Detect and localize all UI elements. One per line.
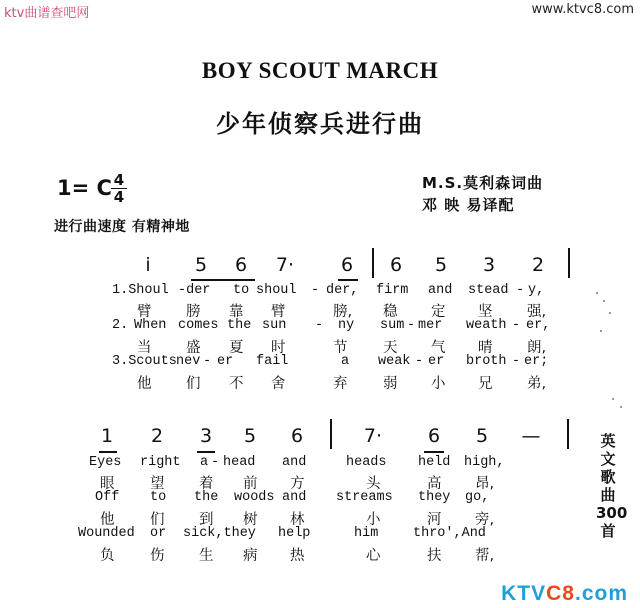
note: 6 [389, 254, 403, 276]
lyric-word: mer [418, 318, 443, 333]
bar-line [330, 419, 332, 449]
note: 5 [434, 254, 448, 276]
lyric-word: broth [466, 354, 507, 369]
note: 6 [290, 425, 304, 447]
lyric-hyphen: - [203, 354, 212, 369]
lyric-word: and [282, 455, 307, 470]
time-signature [108, 172, 130, 205]
lyric-word: sun [262, 318, 287, 333]
lyric-char: 晴 [478, 340, 493, 356]
lyric-hyphen: - [512, 354, 521, 369]
eighth-beam [191, 279, 255, 281]
lyric-word: a [341, 354, 350, 369]
watermark-logo-part-b: C8 [546, 582, 575, 605]
lyric-char: 臂 [137, 304, 152, 320]
lyric-char: 定 [431, 304, 446, 320]
lyric-char: 舍 [271, 376, 286, 392]
lyric-word: shoul [256, 283, 297, 298]
lyric-char: 小 [366, 512, 381, 528]
lyric-char: 伤 [150, 548, 165, 564]
lyric-word: streams [336, 490, 393, 505]
lyric-char: 弱 [383, 376, 398, 392]
note-dash: — [521, 425, 541, 447]
lyric-char: 小 [431, 376, 446, 392]
lyric-char: 望 [150, 476, 165, 492]
lyric-char: 头 [366, 476, 381, 492]
lyric-word: er [428, 354, 445, 369]
lyric-word: er, [526, 318, 551, 333]
lyric-char: 时 [271, 340, 286, 356]
lyric-hyphen: - [415, 354, 424, 369]
lyric-word: held [418, 455, 451, 470]
lyric-hyphen: - [211, 455, 220, 470]
lyric-char: 朗, [527, 340, 547, 356]
lyric-word: head [223, 455, 256, 470]
lyric-word: er; [524, 354, 549, 369]
lyric-char: 高 [427, 476, 442, 492]
lyric-word: they [418, 490, 451, 505]
lyric-char: 坚 [478, 304, 493, 320]
lyric-char: 负 [100, 548, 115, 564]
lyric-hyphen: - [512, 318, 521, 333]
lyric-char: 昂, [475, 476, 495, 492]
lyric-word: woods [234, 490, 275, 505]
scan-speck [596, 292, 598, 294]
note: 3 [199, 425, 213, 447]
lyric-word: comes [178, 318, 219, 333]
scan-speck [603, 300, 605, 302]
lyric-word: go, [465, 490, 490, 505]
lyric-word: 1.Shoul [112, 283, 169, 298]
lyric-char: 天 [383, 340, 398, 356]
lyric-char: 病 [243, 548, 258, 564]
lyric-char: 气 [431, 340, 446, 356]
lyric-word: stead [468, 283, 509, 298]
credit-translation: 邓 映 易译配 [422, 196, 515, 214]
lyric-word: ny [338, 318, 355, 333]
lyric-word: thro',And [413, 526, 486, 541]
lyric-word: sum [380, 318, 405, 333]
lyric-word: or [150, 526, 167, 541]
note: 7· [363, 425, 383, 447]
lyric-word: and [282, 490, 307, 505]
tempo-marking: 进行曲速度 有精神地 [54, 219, 190, 235]
note: 6 [234, 254, 248, 276]
lyric-word: When [134, 318, 167, 333]
lyric-word: weak [378, 354, 411, 369]
lyric-word: sick,they [183, 526, 256, 541]
scan-speck [600, 330, 602, 332]
lyric-char: 林 [290, 512, 305, 528]
lyric-char: 不 [229, 376, 244, 392]
lyric-word: help [278, 526, 311, 541]
lyric-char: 到 [199, 512, 214, 528]
lyric-word: -der [178, 283, 211, 298]
lyric-word: to [233, 283, 250, 298]
note: 5 [194, 254, 208, 276]
lyric-char: 扶 [427, 548, 442, 564]
eighth-beam [338, 279, 358, 281]
lyric-word: firm [376, 283, 409, 298]
watermark-logo-part-a: KTV [501, 582, 547, 605]
title-english: BOY SCOUT MARCH [201, 58, 439, 83]
side-book-label: 英文歌曲300首 [596, 432, 628, 540]
eighth-beam [424, 451, 444, 453]
lyric-char: 热 [290, 548, 305, 564]
lyric-word: weath [466, 318, 507, 333]
lyric-char: 们 [186, 376, 201, 392]
lyric-word: to [150, 490, 167, 505]
lyric-word: 2. [112, 318, 129, 333]
key-signature: 1= C [57, 176, 112, 200]
lyric-char: 旁, [475, 512, 495, 528]
bar-line [567, 419, 569, 449]
lyric-hyphen: - [315, 318, 324, 333]
lyric-char: 节 [333, 340, 348, 356]
eighth-beam [99, 451, 117, 453]
watermark-logo-part-c: .com [574, 582, 628, 605]
time-numerator: 4 [113, 171, 125, 189]
lyric-word: heads [346, 455, 387, 470]
lyric-word: and [428, 283, 453, 298]
note: i [145, 254, 151, 276]
lyric-char: 河 [427, 512, 442, 528]
lyric-word: him [354, 526, 379, 541]
lyric-char: 兄 [478, 376, 493, 392]
lyric-char: 弃 [333, 376, 348, 392]
lyric-word: a [200, 455, 209, 470]
lyric-char: 们 [150, 512, 165, 528]
lyric-word: 3.Scouts [112, 354, 177, 369]
lyric-char: 着 [199, 476, 214, 492]
lyric-word: Off [95, 490, 120, 505]
lyric-word: high, [464, 455, 505, 470]
lyric-char: 盛 [186, 340, 201, 356]
credit-lyrics: M.S.莫利森词曲 [422, 174, 544, 192]
note: 5 [475, 425, 489, 447]
watermark-logo [501, 582, 628, 606]
lyric-word: the [227, 318, 252, 333]
lyric-word: nev [176, 354, 201, 369]
scan-speck [620, 406, 622, 408]
lyric-word: er [217, 354, 234, 369]
lyric-hyphen: - [407, 318, 416, 333]
lyric-word: the [194, 490, 219, 505]
lyric-word: fail [256, 354, 289, 369]
lyric-char: 前 [243, 476, 258, 492]
lyric-char: 夏 [229, 340, 244, 356]
note: 7· [275, 254, 295, 276]
note: 5 [243, 425, 257, 447]
lyric-char: 心 [366, 548, 381, 564]
scan-speck [612, 398, 614, 400]
note: 2 [531, 254, 545, 276]
time-denominator: 4 [113, 188, 125, 206]
lyric-char: 靠 [229, 304, 244, 320]
bar-line [372, 248, 374, 278]
note: 2 [150, 425, 164, 447]
eighth-beam [197, 451, 215, 453]
lyric-char: 眼 [100, 476, 115, 492]
lyric-char: 膀, [333, 304, 353, 320]
lyric-word: right [140, 455, 181, 470]
scan-speck [609, 312, 611, 314]
lyric-char: 方 [290, 476, 305, 492]
note: 6 [427, 425, 441, 447]
lyric-char: 强, [527, 304, 547, 320]
bar-line [568, 248, 570, 278]
lyric-char: 弟, [527, 376, 547, 392]
note: 1 [100, 425, 114, 447]
lyric-char: 树 [243, 512, 258, 528]
title-chinese: 少年侦察兵进行曲 [216, 110, 424, 138]
lyric-word: y, [528, 283, 545, 298]
lyric-word: Eyes [89, 455, 122, 470]
note: 6 [340, 254, 354, 276]
lyric-char: 他 [100, 512, 115, 528]
lyric-char: 生 [199, 548, 214, 564]
lyric-char: 膀 [186, 304, 201, 320]
lyric-char: 当 [137, 340, 152, 356]
watermark-top-left: ktv曲谱查吧网 [4, 6, 90, 21]
watermark-top-right: www.ktvc8.com [531, 2, 634, 17]
lyric-char: 他 [137, 376, 152, 392]
lyric-hyphen: - [516, 283, 525, 298]
lyric-word: Wounded [78, 526, 135, 541]
lyric-char: 臂 [271, 304, 286, 320]
lyric-char: 帮, [475, 548, 495, 564]
lyric-char: 稳 [383, 304, 398, 320]
lyric-hyphen: - [311, 283, 320, 298]
note: 3 [482, 254, 496, 276]
lyric-word: der, [326, 283, 359, 298]
